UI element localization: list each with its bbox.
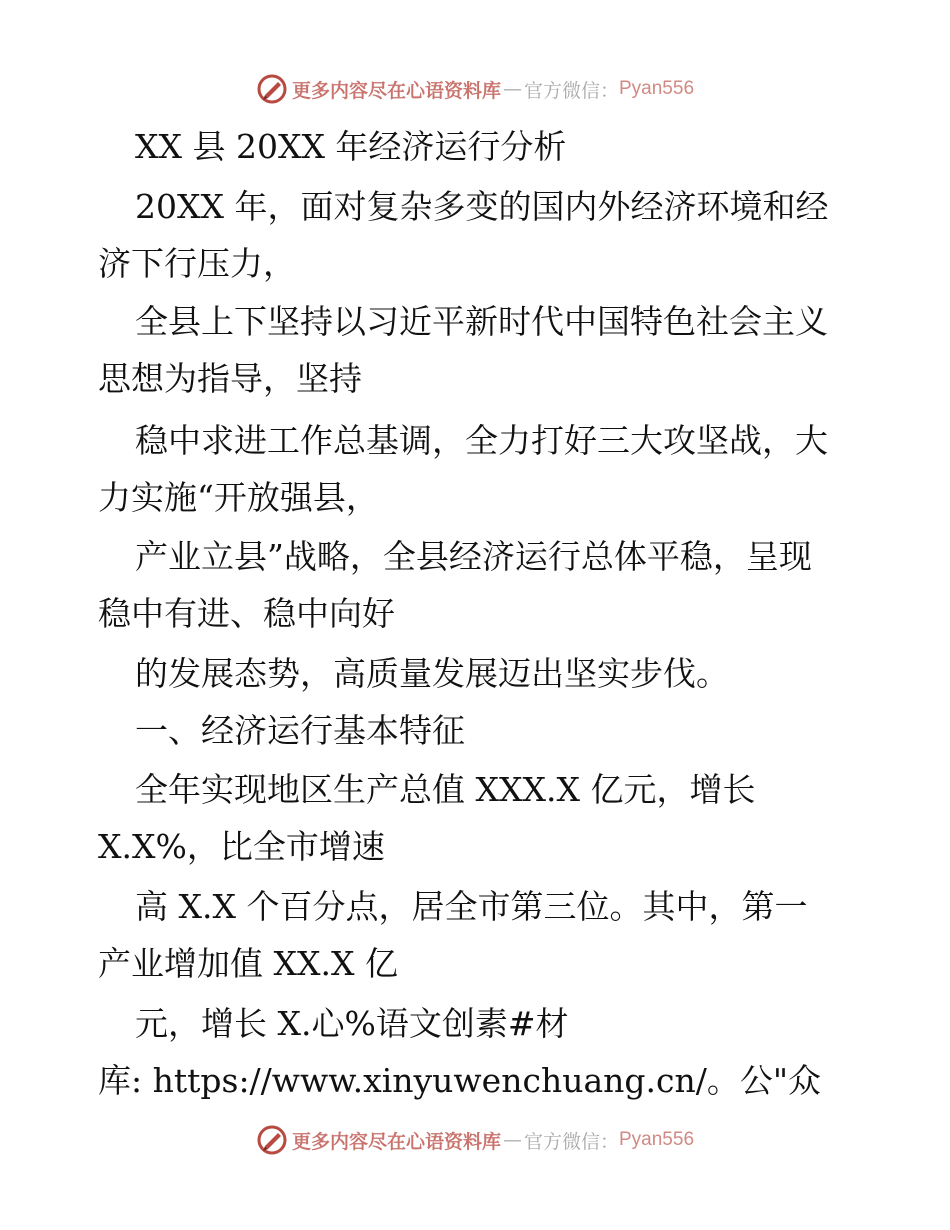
- watermark-label: 官方微信：: [523, 79, 619, 102]
- section-heading: 一、经济运行基本特征: [135, 711, 465, 750]
- paragraph-line: 力实施“开放强县，: [98, 478, 379, 517]
- paragraph-line: 高 X.X 个百分点，居全市第三位。其中，第一: [135, 887, 808, 926]
- watermark-id: Pyan556: [619, 78, 695, 99]
- watermark-dash: —: [502, 1129, 522, 1151]
- document-title: XX 县 20XX 年经济运行分析: [135, 127, 567, 166]
- watermark-title: 更多内容尽在心语资料库: [291, 1130, 501, 1153]
- footer-watermark: [0, 1123, 950, 1157]
- paragraph-line: 20XX 年，面对复杂多变的国内外经济环境和经: [135, 187, 829, 226]
- paragraph-line: 稳中求进工作总基调，全力打好三大攻坚战，大: [135, 421, 828, 460]
- watermark-id: Pyan556: [619, 1129, 695, 1150]
- paragraph-line: 的发展态势，高质量发展迈出坚实步伐。: [135, 654, 729, 693]
- paragraph-line: 产业增加值 XX.X 亿: [98, 944, 398, 983]
- paragraph-line: 元，增长 X.心%语文创素#材: [135, 1004, 569, 1043]
- watermark-dash: —: [502, 78, 522, 100]
- paragraph-line: 产业立县”战略，全县经济运行总体平稳，呈现: [135, 537, 812, 576]
- watermark-title: 更多内容尽在心语资料库: [291, 79, 501, 102]
- paragraph-line: 济下行压力，: [98, 244, 296, 283]
- paragraph-line: 稳中有进、稳中向好: [98, 594, 395, 633]
- paragraph-line: 思想为指导，坚持: [98, 359, 362, 398]
- paragraph-line: 全县上下坚持以习近平新时代中国特色社会主义: [135, 302, 828, 341]
- paragraph-line: 库: https://www.xinyuwenchuang.cn/。公"众: [98, 1061, 822, 1100]
- logo-icon: [256, 1124, 288, 1156]
- paragraph-line: 全年实现地区生产总值 XXX.X 亿元，增长: [135, 770, 756, 809]
- paragraph-line: X.X%，比全市增速: [98, 827, 385, 866]
- watermark-label: 官方微信：: [523, 1130, 619, 1153]
